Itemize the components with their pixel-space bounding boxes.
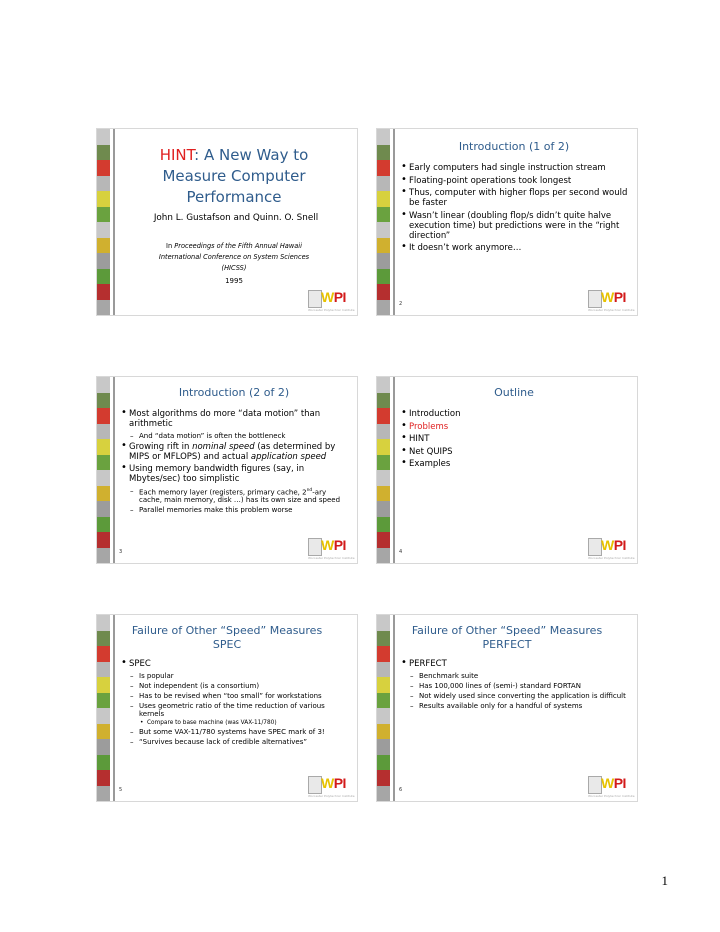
- logo-pi: PI: [333, 537, 346, 553]
- stripe-segment: [97, 408, 110, 424]
- stripe-segment: [377, 145, 390, 161]
- venue-prefix: In: [166, 242, 175, 250]
- sub-sub-bullet: • Compare to base machine (was VAX-11/780): [121, 720, 351, 727]
- text: -ary cache, main memory, disk …) has its own size and speed: [139, 487, 341, 505]
- bullet: • PERFECT: [401, 659, 631, 669]
- text: Each memory layer (registers, primary cache, 2: [139, 487, 307, 496]
- slide-number: 4: [399, 549, 403, 555]
- stripe-segment: [97, 176, 110, 192]
- logo-tagline: Worcester Polytechnic Institute: [588, 556, 635, 560]
- stripe-segment: [97, 393, 110, 409]
- logo-pi: PI: [613, 289, 626, 305]
- logo-w: W: [601, 537, 614, 553]
- page-number: 1: [661, 873, 668, 888]
- color-stripe: [97, 377, 110, 563]
- sub-bullet: – Is popular: [121, 672, 351, 680]
- slide-title: Introduction (2 of 2): [178, 386, 290, 399]
- title-line-1: Failure of Other “Speed” Measures: [131, 624, 323, 637]
- stripe-segment: [97, 470, 110, 486]
- bullet-list: [121, 659, 351, 748]
- stripe-segment: [377, 662, 390, 678]
- stripe-segment: [377, 207, 390, 223]
- bullet: • It doesn’t work anymore…: [401, 243, 631, 253]
- stripe-segment: [97, 532, 110, 548]
- stripe-segment: [97, 300, 110, 316]
- text: (as determined by MIPS or MFLOPS) and actual: [129, 441, 336, 462]
- stripe-segment: [377, 160, 390, 176]
- stripe-segment: [377, 393, 390, 409]
- wpi-seal-icon: [308, 776, 322, 794]
- sub-bullet: – Results available only for a handful of systems: [401, 702, 631, 710]
- stripe-segment: [377, 470, 390, 486]
- stripe-segment: [97, 160, 110, 176]
- sub-bullet: – Parallel memories make this problem worse: [121, 506, 351, 514]
- title-line-3: Performance: [186, 188, 282, 206]
- sub-bullet: – “Survives because lack of credible alternatives”: [121, 738, 351, 746]
- stripe-segment: [97, 739, 110, 755]
- sub-bullet: – Benchmark suite: [401, 672, 631, 680]
- stripe-segment: [377, 424, 390, 440]
- bullet: • Most algorithms do more “data motion” than arithmetic: [121, 409, 351, 429]
- outline-item: • HINT: [401, 434, 631, 444]
- slide-title: [379, 624, 635, 652]
- slide-number: 2: [399, 301, 403, 307]
- wpi-seal-icon: [588, 538, 602, 556]
- stripe-segment: [97, 129, 110, 145]
- logo-w: W: [321, 775, 334, 791]
- sub-bullet: – Not independent (is a consortium): [121, 682, 351, 690]
- stripe-segment: [97, 145, 110, 161]
- outline-item: • Examples: [401, 459, 631, 469]
- year: 1995: [225, 277, 243, 285]
- bullet-list: [401, 163, 631, 256]
- color-stripe: [377, 129, 390, 315]
- stripe-segment: [377, 786, 390, 802]
- stripe-segment: [97, 755, 110, 771]
- logo-pi: PI: [613, 775, 626, 791]
- stripe-segment: [377, 501, 390, 517]
- stripe-segment: [97, 439, 110, 455]
- bullet-list: [401, 659, 631, 712]
- logo-pi: PI: [333, 775, 346, 791]
- bullet: • SPEC: [121, 659, 351, 669]
- sub-bullet: – Uses geometric ratio of the time reduction of various kernels: [121, 702, 351, 719]
- stripe-segment: [377, 300, 390, 316]
- wpi-seal-icon: [308, 290, 322, 308]
- slide-1: [96, 128, 358, 316]
- stripe-segment: [377, 770, 390, 786]
- sidebar-divider: [113, 129, 115, 315]
- logo-w: W: [601, 289, 614, 305]
- bullet: • Wasn’t linear (doubling flop/s didn’t quite halve execution time) but predictions were in the “right direction”: [401, 211, 631, 241]
- title-line-2: SPEC: [212, 638, 242, 651]
- stripe-segment: [97, 191, 110, 207]
- wpi-logo: [308, 289, 354, 311]
- slide-title: [117, 145, 351, 208]
- outline-item: • Net QUIPS: [401, 447, 631, 457]
- stripe-segment: [377, 439, 390, 455]
- stripe-segment: [97, 708, 110, 724]
- slide-number: 3: [119, 549, 123, 555]
- outline-item: • Introduction: [401, 409, 631, 419]
- stripe-segment: [377, 284, 390, 300]
- slide-4: [376, 376, 638, 564]
- slide-3: [96, 376, 358, 564]
- slide-5: [96, 614, 358, 802]
- logo-w: W: [321, 537, 334, 553]
- stripe-segment: [97, 501, 110, 517]
- logo-tagline: Worcester Polytechnic Institute: [308, 556, 355, 560]
- wpi-logo: [308, 775, 354, 797]
- stripe-segment: [97, 269, 110, 285]
- logo-pi: PI: [333, 289, 346, 305]
- bullet-list: [401, 409, 631, 472]
- emphasis: application speed: [250, 451, 327, 462]
- superscript: nd: [306, 487, 313, 493]
- stripe-segment: [377, 724, 390, 740]
- stripe-segment: [97, 222, 110, 238]
- logo-pi: PI: [613, 537, 626, 553]
- stripe-segment: [97, 377, 110, 393]
- stripe-segment: [377, 222, 390, 238]
- sub-bullet: – But some VAX-11/780 systems have SPEC mark of 3!: [121, 728, 351, 736]
- bullet: • Floating-point operations took longest: [401, 176, 631, 186]
- stripe-segment: [377, 755, 390, 771]
- wpi-logo: [588, 537, 634, 559]
- stripe-segment: [97, 786, 110, 802]
- venue-line-1: Proceedings of the Fifth Annual Hawaii: [174, 242, 302, 250]
- stripe-segment: [377, 377, 390, 393]
- stripe-segment: [97, 770, 110, 786]
- wpi-seal-icon: [588, 290, 602, 308]
- sub-bullet: [121, 487, 351, 505]
- sub-bullet: – Has to be revised when “too small” for workstations: [121, 692, 351, 700]
- wpi-logo: [588, 775, 634, 797]
- bullet: • Thus, computer with higher flops per second would be faster: [401, 188, 631, 208]
- bullet: [121, 442, 351, 462]
- sub-bullet: – And “data motion” is often the bottleneck: [121, 432, 351, 440]
- logo-w: W: [321, 289, 334, 305]
- stripe-segment: [377, 408, 390, 424]
- wpi-logo: [308, 537, 354, 559]
- slide-number: 5: [119, 787, 123, 793]
- stripe-segment: [377, 708, 390, 724]
- title-line-1: Failure of Other “Speed” Measures: [411, 624, 603, 637]
- logo-tagline: Worcester Polytechnic Institute: [588, 308, 635, 312]
- text: Growing rift in: [129, 441, 193, 452]
- stripe-segment: [97, 253, 110, 269]
- title-hint-word: HINT: [159, 146, 195, 164]
- emphasis: nominal speed: [192, 441, 255, 452]
- stripe-segment: [97, 517, 110, 533]
- sidebar-divider: [113, 377, 115, 563]
- color-stripe: [377, 377, 390, 563]
- venue-line-3: (HICSS): [221, 264, 247, 272]
- slide-2: [376, 128, 638, 316]
- stripe-segment: [97, 548, 110, 564]
- stripe-segment: [377, 532, 390, 548]
- bullet: • Using memory bandwidth figures (say, in Mbytes/sec) too simplistic: [121, 464, 351, 484]
- stripe-segment: [97, 455, 110, 471]
- stripe-segment: [377, 269, 390, 285]
- logo-tagline: Worcester Polytechnic Institute: [588, 794, 635, 798]
- authors: John L. Gustafson and Quinn. O. Snell: [153, 213, 319, 223]
- venue: [117, 241, 351, 274]
- logo-w: W: [601, 775, 614, 791]
- stripe-segment: [377, 693, 390, 709]
- slide-title: Outline: [494, 386, 534, 399]
- stripe-segment: [377, 677, 390, 693]
- stripe-segment: [97, 662, 110, 678]
- title-line-2: PERFECT: [482, 638, 532, 651]
- stripe-segment: [377, 238, 390, 254]
- stripe-segment: [377, 455, 390, 471]
- stripe-segment: [377, 191, 390, 207]
- stripe-segment: [377, 739, 390, 755]
- stripe-segment: [97, 693, 110, 709]
- stripe-segment: [377, 176, 390, 192]
- stripe-segment: [377, 517, 390, 533]
- stripe-segment: [97, 677, 110, 693]
- venue-line-2: International Conference on System Sciences: [158, 253, 310, 261]
- sidebar-divider: [393, 129, 395, 315]
- slide-number: 6: [399, 787, 403, 793]
- sub-bullet: – Has 100,000 lines of (semi-) standard FORTAN: [401, 682, 631, 690]
- slide-6: [376, 614, 638, 802]
- stripe-segment: [97, 207, 110, 223]
- bullet-list: [121, 409, 351, 516]
- wpi-seal-icon: [588, 776, 602, 794]
- sidebar-divider: [393, 377, 395, 563]
- sub-bullet: – Not widely used since converting the application is difficult: [401, 692, 631, 700]
- stripe-segment: [377, 486, 390, 502]
- stripe-segment: [377, 253, 390, 269]
- stripe-segment: [97, 238, 110, 254]
- wpi-seal-icon: [308, 538, 322, 556]
- slide-title: Introduction (1 of 2): [458, 140, 570, 153]
- outline-item-current: • Problems: [401, 422, 631, 432]
- slide-title: [99, 624, 355, 652]
- bullet: • Early computers had single instruction stream: [401, 163, 631, 173]
- title-line-1: : A New Way to: [194, 146, 309, 164]
- logo-tagline: Worcester Polytechnic Institute: [308, 308, 355, 312]
- stripe-segment: [377, 548, 390, 564]
- stripe-segment: [377, 129, 390, 145]
- logo-tagline: Worcester Polytechnic Institute: [308, 794, 355, 798]
- stripe-segment: [97, 724, 110, 740]
- wpi-logo: [588, 289, 634, 311]
- title-line-2: Measure Computer: [162, 167, 306, 185]
- stripe-segment: [97, 486, 110, 502]
- stripe-segment: [97, 424, 110, 440]
- stripe-segment: [97, 284, 110, 300]
- color-stripe: [97, 129, 110, 315]
